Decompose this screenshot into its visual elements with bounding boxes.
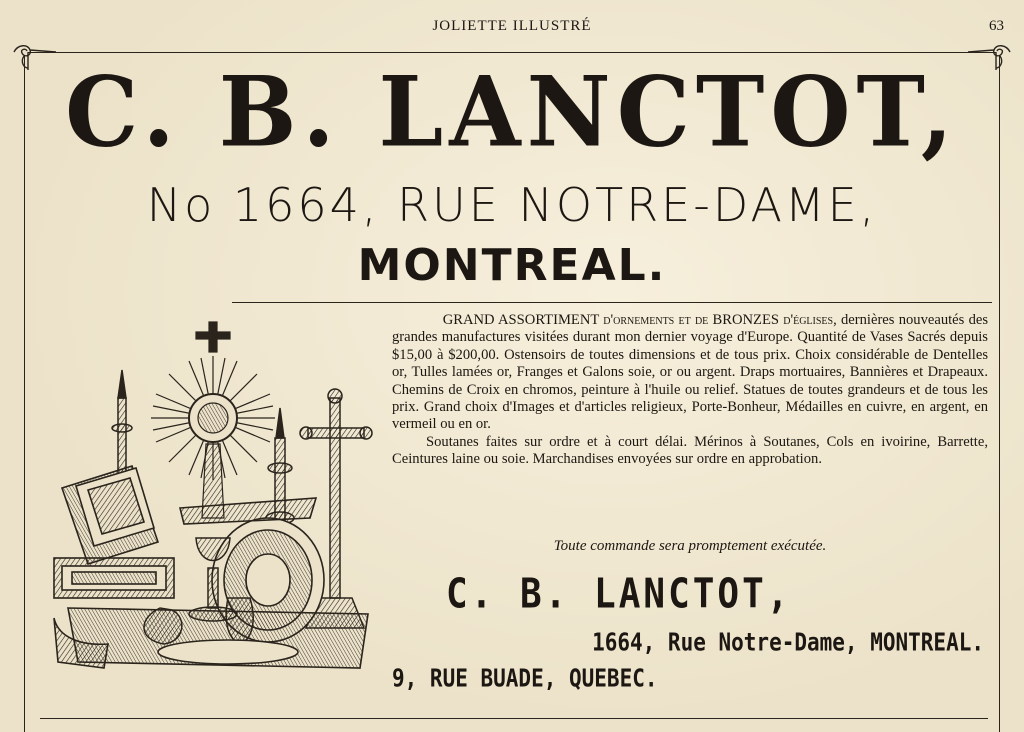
body-smallcaps-text: de: [694, 312, 709, 328]
tray-icon: [54, 608, 368, 668]
body-lead-text: GRAND ASSORTIMENT: [442, 312, 600, 328]
branch-address: 9, RUE BUADE, QUEBEC.: [392, 663, 658, 693]
section-divider: [232, 302, 992, 303]
city-name: MONTREAL.: [357, 240, 667, 291]
body-smallcaps-text: et: [678, 312, 691, 328]
running-title: JOLIETTE ILLUSTRÉ: [432, 18, 592, 34]
closing-line: Toute commande sera promptement exécutée.: [553, 538, 827, 554]
street-address: No 1664, RUE NOTRE-DAME,: [146, 178, 878, 232]
body-paragraph: [392, 312, 988, 434]
page-number: 63: [989, 18, 1004, 34]
body-text: dernières nouveautés des grandes manufactures visitées durant mon dernier voyage d'Europe. Quantité de Vases Sacrés depuis $15,00 à $200,00. Ostensoirs de toutes dimensions et de tous prix. Choix considérable de Dentelles or, Tulles lamées or, Franges et Galons soie, or ou argent. Draps mortuaires, Bannières et Drapeaux. Chemins de Croix en chromos, peinture à l'huile ou relief. Statues de toutes grandeurs et de tous les prix. Grand choix d'Images et d'articles religieux, Porte-Bonheur, Médailles en cuivre, en argent, en vermeil ou en or.: [392, 312, 989, 433]
church-ornaments-illustration: [48, 318, 378, 686]
body-smallcaps-text: d'églises,: [783, 312, 837, 328]
book-icon: [54, 466, 174, 598]
monstrance-icon: [151, 322, 275, 518]
frame-top-rule: [28, 52, 996, 53]
signature-address: 1664, Rue Notre-Dame, MONTREAL.: [592, 627, 984, 657]
body-smallcaps-text: d'ornements: [603, 312, 675, 328]
signature-name: C. B. LANCTOT,: [446, 570, 792, 619]
body-paragraph: Soutanes faites sur ordre et à court délai. Mérinos à Soutanes, Cols en ivoirine, Barrette, Ceintures laine ou soie. Marchandises envoyées sur ordre en approbation.: [392, 433, 988, 468]
body-lead-text: BRONZES: [712, 312, 780, 328]
bottom-divider: [40, 718, 988, 719]
merchant-name: C. B. LANCTOT,: [65, 55, 959, 169]
advertisement-body: [392, 312, 988, 469]
